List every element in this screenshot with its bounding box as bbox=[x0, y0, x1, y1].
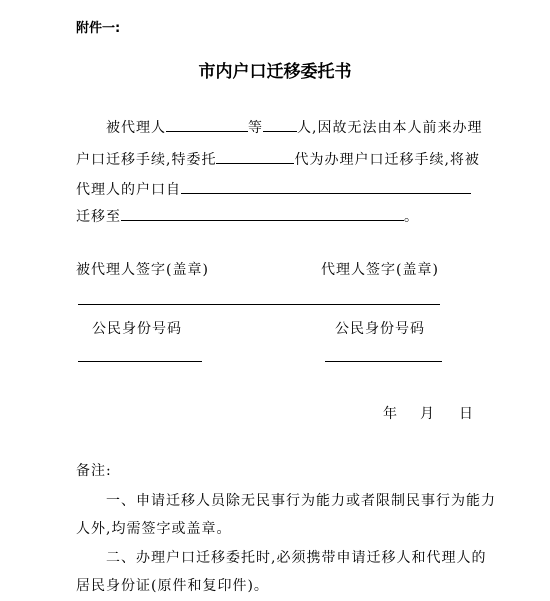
note-2-line-2: 居民身份证(原件和复印件)。 bbox=[76, 578, 269, 594]
agent-signature-label: 代理人签字(盖章) bbox=[321, 262, 439, 278]
principal-id-line[interactable] bbox=[78, 361, 202, 362]
principal-name-blank[interactable] bbox=[166, 119, 248, 132]
paragraph-line-2 bbox=[76, 151, 480, 167]
date-month: 月 bbox=[420, 406, 435, 422]
paragraph-line-4 bbox=[76, 208, 419, 224]
agent-id-label: 公民身份号码 bbox=[335, 321, 425, 337]
document-title: 市内户口迁移委托书 bbox=[198, 62, 352, 82]
reason-text: 人,因故无法由本人前来办理 bbox=[297, 120, 483, 136]
principal-label: 被代理人 bbox=[106, 120, 166, 136]
person-count-blank[interactable] bbox=[263, 119, 297, 132]
origin-label: 代理人的户口自 bbox=[76, 182, 181, 198]
paragraph-line-3 bbox=[76, 181, 471, 197]
annex-label: 附件一: bbox=[76, 21, 121, 36]
note-1-line-1: 一、申请迁移人员除无民事行为能力或者限制民事行为能力 bbox=[106, 493, 496, 509]
note-2-line-1: 二、办理户口迁移委托时,必须携带申请迁移人和代理人的 bbox=[106, 550, 487, 566]
agent-name-blank[interactable] bbox=[216, 151, 294, 164]
note-1-line-2: 人外,均需签字或盖章。 bbox=[76, 521, 232, 537]
date-day: 日 bbox=[459, 406, 474, 422]
notes-heading: 备注: bbox=[76, 463, 112, 479]
signature-line[interactable] bbox=[78, 304, 440, 305]
paragraph-line-1 bbox=[106, 119, 482, 135]
handle-text: 代为办理户口迁移手续,将被 bbox=[294, 152, 480, 168]
date-year: 年 bbox=[383, 406, 398, 422]
period: 。 bbox=[404, 209, 419, 225]
principal-signature-label: 被代理人签字(盖章) bbox=[76, 262, 209, 278]
destination-address-blank[interactable] bbox=[121, 208, 404, 221]
agent-id-line[interactable] bbox=[325, 361, 442, 362]
origin-address-blank[interactable] bbox=[181, 181, 471, 194]
principal-id-label: 公民身份号码 bbox=[92, 321, 182, 337]
destination-label: 迁移至 bbox=[76, 209, 121, 225]
entrust-text: 户口迁移手续,特委托 bbox=[76, 152, 217, 168]
count-prefix: 等 bbox=[248, 120, 263, 136]
